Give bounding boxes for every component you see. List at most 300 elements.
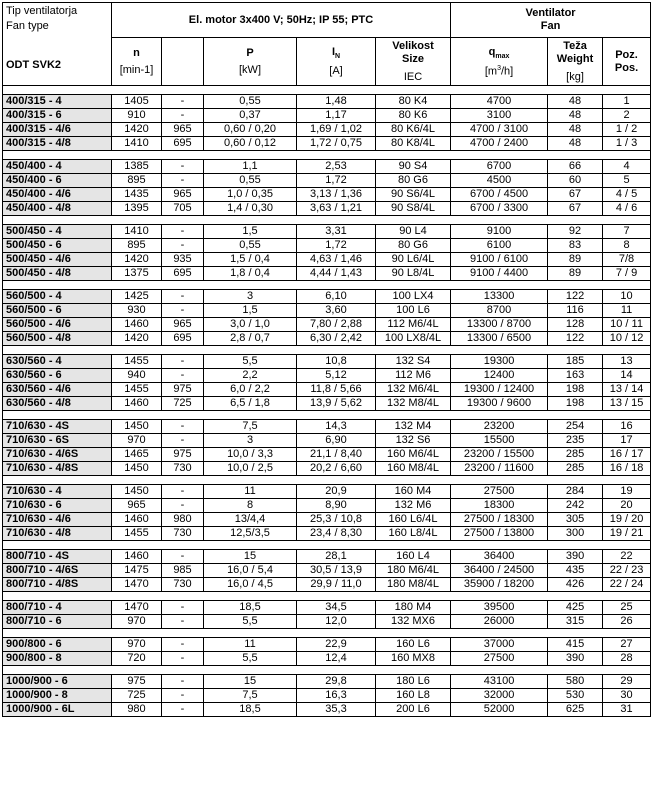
speed2-cell: - <box>162 499 204 513</box>
current-cell: 6,30 / 2,42 <box>297 332 376 346</box>
speed2-cell: 935 <box>162 253 204 267</box>
fan-type-cell: 800/710 - 4/6S <box>3 564 112 578</box>
col-header-weight <box>548 38 603 86</box>
position-cell: 13 <box>603 355 651 369</box>
position-cell: 19 / 20 <box>603 513 651 527</box>
power-cell: 1,5 / 0,4 <box>204 253 297 267</box>
table-row <box>3 239 651 253</box>
position-cell: 16 / 18 <box>603 462 651 476</box>
current-cell: 29,9 / 11,0 <box>297 578 376 592</box>
col-header-qmax <box>451 38 548 86</box>
speed-cell: 970 <box>112 434 162 448</box>
airflow-cell: 32000 <box>451 689 548 703</box>
airflow-cell: 12400 <box>451 369 548 383</box>
position-cell: 27 <box>603 638 651 652</box>
speed-cell: 1460 <box>112 550 162 564</box>
current-cell: 5,12 <box>297 369 376 383</box>
speed2-cell: - <box>162 689 204 703</box>
airflow-cell: 36400 <box>451 550 548 564</box>
weight-cell: 48 <box>548 137 603 151</box>
speed-cell: 980 <box>112 703 162 717</box>
table-row <box>3 615 651 629</box>
size-cell: 160 M6/4L <box>376 448 451 462</box>
size-cell: 80 G6 <box>376 239 451 253</box>
speed-cell: 1460 <box>112 397 162 411</box>
power-cell: 18,5 <box>204 703 297 717</box>
speed2-cell: 695 <box>162 267 204 281</box>
speed-cell: 1465 <box>112 448 162 462</box>
table-row <box>3 397 651 411</box>
weight-cell: 83 <box>548 239 603 253</box>
size-cell: 132 S6 <box>376 434 451 448</box>
table-row <box>3 462 651 476</box>
size-cell: 100 LX4 <box>376 290 451 304</box>
position-cell: 13 / 14 <box>603 383 651 397</box>
table-row <box>3 123 651 137</box>
airflow-cell: 27500 <box>451 485 548 499</box>
fan-type-cell: 710/630 - 4/8 <box>3 527 112 541</box>
weight-cell: 163 <box>548 369 603 383</box>
airflow-cell: 13300 / 8700 <box>451 318 548 332</box>
speed-cell: 1420 <box>112 123 162 137</box>
fan-type-cell: 400/315 - 6 <box>3 109 112 123</box>
speed2-cell: - <box>162 355 204 369</box>
fan-header <box>451 3 651 38</box>
position-cell: 1 <box>603 95 651 109</box>
speed-cell: 1385 <box>112 160 162 174</box>
current-cell: 3,60 <box>297 304 376 318</box>
table-row <box>3 174 651 188</box>
airflow-cell: 13300 <box>451 290 548 304</box>
position-cell: 4 / 5 <box>603 188 651 202</box>
size-cell: 100 L6 <box>376 304 451 318</box>
power-cell: 11 <box>204 485 297 499</box>
current-cell: 3,13 / 1,36 <box>297 188 376 202</box>
fan-type-cell: 560/500 - 6 <box>3 304 112 318</box>
speed2-cell: 965 <box>162 123 204 137</box>
airflow-cell: 13300 / 6500 <box>451 332 548 346</box>
power-cell: 0,55 <box>204 174 297 188</box>
speed-cell: 1450 <box>112 462 162 476</box>
col-in-name: $I_N$ <box>331 45 341 61</box>
weight-cell: 285 <box>548 462 603 476</box>
airflow-cell: 9100 / 4400 <box>451 267 548 281</box>
airflow-cell: 37000 <box>451 638 548 652</box>
power-cell: 1,5 <box>204 304 297 318</box>
fan-type-cell: 560/500 - 4 <box>3 290 112 304</box>
table-row <box>3 527 651 541</box>
separator-cell <box>3 666 651 675</box>
table-row <box>3 202 651 216</box>
weight-cell: 66 <box>548 160 603 174</box>
position-cell: 10 <box>603 290 651 304</box>
speed2-cell: - <box>162 109 204 123</box>
col-p-name: P <box>246 47 254 59</box>
power-cell: 0,55 <box>204 95 297 109</box>
col-header-size <box>376 38 451 86</box>
speed-cell: 1475 <box>112 564 162 578</box>
speed2-cell: 965 <box>162 318 204 332</box>
weight-cell: 185 <box>548 355 603 369</box>
power-cell: 8 <box>204 499 297 513</box>
speed2-cell: 725 <box>162 397 204 411</box>
airflow-cell: 35900 / 18200 <box>451 578 548 592</box>
weight-cell: 530 <box>548 689 603 703</box>
position-cell: 10 / 12 <box>603 332 651 346</box>
airflow-cell: 4700 / 2400 <box>451 137 548 151</box>
speed-cell: 1460 <box>112 318 162 332</box>
current-cell: 14,3 <box>297 420 376 434</box>
fan-type-cell: 500/450 - 4 <box>3 225 112 239</box>
airflow-cell: 6100 <box>451 239 548 253</box>
weight-cell: 415 <box>548 638 603 652</box>
size-cell: 160 MX8 <box>376 652 451 666</box>
series-label: ODT SVK2 <box>6 59 62 71</box>
position-cell: 26 <box>603 615 651 629</box>
fan-type-cell: 800/710 - 4/8S <box>3 578 112 592</box>
separator-cell <box>3 86 651 95</box>
current-cell: 3,31 <box>297 225 376 239</box>
fan-type-cell: 400/315 - 4/8 <box>3 137 112 151</box>
separator-cell <box>3 281 651 290</box>
fan-type-cell: 900/800 - 8 <box>3 652 112 666</box>
current-cell: 1,69 / 1,02 <box>297 123 376 137</box>
fan-type-cell: 710/630 - 4/6 <box>3 513 112 527</box>
power-cell: 2,8 / 0,7 <box>204 332 297 346</box>
position-cell: 16 / 17 <box>603 448 651 462</box>
current-cell: 1,48 <box>297 95 376 109</box>
weight-cell: 67 <box>548 188 603 202</box>
airflow-cell: 6700 / 4500 <box>451 188 548 202</box>
speed-cell: 1435 <box>112 188 162 202</box>
separator-cell <box>3 541 651 550</box>
current-cell: 13,9 / 5,62 <box>297 397 376 411</box>
fan-type-cell: 400/315 - 4 <box>3 95 112 109</box>
group-separator <box>3 151 651 160</box>
size-cell: 90 L8/4L <box>376 267 451 281</box>
size-cell: 112 M6 <box>376 369 451 383</box>
airflow-cell: 4700 <box>451 95 548 109</box>
position-cell: 28 <box>603 652 651 666</box>
current-cell: 7,80 / 2,88 <box>297 318 376 332</box>
weight-cell: 435 <box>548 564 603 578</box>
fan-spec-table <box>2 2 651 717</box>
airflow-cell: 27500 <box>451 652 548 666</box>
group-separator <box>3 86 651 95</box>
table-row <box>3 188 651 202</box>
size-cell: 132 M8/4L <box>376 397 451 411</box>
col-size-unit: IEC <box>403 71 423 83</box>
speed-cell: 1455 <box>112 355 162 369</box>
position-cell: 13 / 15 <box>603 397 651 411</box>
weight-cell: 116 <box>548 304 603 318</box>
position-cell: 25 <box>603 601 651 615</box>
speed2-cell: 985 <box>162 564 204 578</box>
position-cell: 19 / 21 <box>603 527 651 541</box>
current-cell: 3,63 / 1,21 <box>297 202 376 216</box>
speed2-cell: 730 <box>162 527 204 541</box>
table-row <box>3 550 651 564</box>
position-cell: 14 <box>603 369 651 383</box>
group-separator <box>3 629 651 638</box>
speed-cell: 970 <box>112 615 162 629</box>
position-cell: 4 <box>603 160 651 174</box>
position-cell: 19 <box>603 485 651 499</box>
col-header-in <box>297 38 376 86</box>
current-cell: 10,8 <box>297 355 376 369</box>
table-row <box>3 109 651 123</box>
power-cell: 10,0 / 2,5 <box>204 462 297 476</box>
current-cell: 11,8 / 5,66 <box>297 383 376 397</box>
table-row <box>3 434 651 448</box>
current-cell: 34,5 <box>297 601 376 615</box>
speed2-cell: - <box>162 485 204 499</box>
table-row <box>3 225 651 239</box>
size-cell: 132 M4 <box>376 420 451 434</box>
group-separator <box>3 476 651 485</box>
size-cell: 132 M6 <box>376 499 451 513</box>
col-qmax-name: $q_{max}$ <box>488 45 510 60</box>
weight-cell: 425 <box>548 601 603 615</box>
size-cell: 180 L6 <box>376 675 451 689</box>
size-cell: 132 M6/4L <box>376 383 451 397</box>
table-row <box>3 253 651 267</box>
weight-cell: 305 <box>548 513 603 527</box>
current-cell: 4,44 / 1,43 <box>297 267 376 281</box>
table-row <box>3 652 651 666</box>
table-row <box>3 137 651 151</box>
position-cell: 8 <box>603 239 651 253</box>
current-cell: 6,10 <box>297 290 376 304</box>
size-cell: 90 S8/4L <box>376 202 451 216</box>
position-cell: 7 <box>603 225 651 239</box>
speed2-cell: 730 <box>162 578 204 592</box>
airflow-cell: 23200 <box>451 420 548 434</box>
table-row <box>3 485 651 499</box>
airflow-cell: 23200 / 11600 <box>451 462 548 476</box>
airflow-cell: 52000 <box>451 703 548 717</box>
fan-type-cell: 400/315 - 4/6 <box>3 123 112 137</box>
weight-cell: 92 <box>548 225 603 239</box>
speed2-cell: 695 <box>162 332 204 346</box>
fan-type-cell: 630/560 - 4/6 <box>3 383 112 397</box>
table-row <box>3 638 651 652</box>
speed2-cell: - <box>162 290 204 304</box>
fan-type-cell: 710/630 - 4/6S <box>3 448 112 462</box>
current-cell: 35,3 <box>297 703 376 717</box>
power-cell: 1,1 <box>204 160 297 174</box>
power-cell: 5,5 <box>204 615 297 629</box>
fan-type-cell: 630/560 - 6 <box>3 369 112 383</box>
speed-cell: 1455 <box>112 383 162 397</box>
fan-type-cell: 710/630 - 4S <box>3 420 112 434</box>
speed2-cell: - <box>162 601 204 615</box>
weight-cell: 128 <box>548 318 603 332</box>
speed2-cell: 730 <box>162 462 204 476</box>
fan-type-cell: 450/400 - 4 <box>3 160 112 174</box>
current-cell: 16,3 <box>297 689 376 703</box>
position-cell: 22 / 23 <box>603 564 651 578</box>
fan-type-cell: 710/630 - 6S <box>3 434 112 448</box>
current-cell: 6,90 <box>297 434 376 448</box>
airflow-cell: 4500 <box>451 174 548 188</box>
current-cell: 21,1 / 8,40 <box>297 448 376 462</box>
fan-type-cell: 500/450 - 6 <box>3 239 112 253</box>
position-cell: 16 <box>603 420 651 434</box>
position-cell: 20 <box>603 499 651 513</box>
speed2-cell: - <box>162 652 204 666</box>
table-row <box>3 513 651 527</box>
airflow-cell: 6700 <box>451 160 548 174</box>
power-cell: 7,5 <box>204 689 297 703</box>
current-cell: 30,5 / 13,9 <box>297 564 376 578</box>
position-cell: 7 / 9 <box>603 267 651 281</box>
current-cell: 4,63 / 1,46 <box>297 253 376 267</box>
weight-cell: 89 <box>548 253 603 267</box>
current-cell: 12,4 <box>297 652 376 666</box>
motor-header: El. motor 3x400 V; 50Hz; IP 55; PTC <box>112 3 451 38</box>
airflow-cell: 15500 <box>451 434 548 448</box>
power-cell: 15 <box>204 550 297 564</box>
speed2-cell: - <box>162 675 204 689</box>
airflow-cell: 19300 / 9600 <box>451 397 548 411</box>
size-cell: 132 MX6 <box>376 615 451 629</box>
position-cell: 22 <box>603 550 651 564</box>
current-cell: 25,3 / 10,8 <box>297 513 376 527</box>
fan-type-cell: 630/560 - 4/8 <box>3 397 112 411</box>
airflow-cell: 27500 / 18300 <box>451 513 548 527</box>
speed2-cell: - <box>162 615 204 629</box>
size-cell: 132 S4 <box>376 355 451 369</box>
speed2-cell: 965 <box>162 188 204 202</box>
table-row <box>3 267 651 281</box>
speed2-cell: 975 <box>162 383 204 397</box>
col-weight-name: Teža Weight <box>556 40 594 65</box>
current-cell: 20,9 <box>297 485 376 499</box>
col-qmax-unit: $[m^3/h]$ <box>484 64 514 78</box>
position-cell: 7/8 <box>603 253 651 267</box>
speed2-cell: - <box>162 174 204 188</box>
position-cell: 4 / 6 <box>603 202 651 216</box>
separator-cell <box>3 216 651 225</box>
fan-type-cell: 560/500 - 4/6 <box>3 318 112 332</box>
size-cell: 80 K4 <box>376 95 451 109</box>
speed-cell: 1420 <box>112 332 162 346</box>
table-row <box>3 332 651 346</box>
table-row <box>3 689 651 703</box>
speed2-cell: - <box>162 550 204 564</box>
power-cell: 10,0 / 3,3 <box>204 448 297 462</box>
speed2-cell: 695 <box>162 137 204 151</box>
table-row <box>3 601 651 615</box>
fan-type-cell: 710/630 - 6 <box>3 499 112 513</box>
current-cell: 20,2 / 6,60 <box>297 462 376 476</box>
size-cell: 160 L4 <box>376 550 451 564</box>
speed-cell: 910 <box>112 109 162 123</box>
power-cell: 11 <box>204 638 297 652</box>
size-cell: 80 K6/4L <box>376 123 451 137</box>
position-cell: 1 / 2 <box>603 123 651 137</box>
table-row <box>3 499 651 513</box>
power-cell: 1,0 / 0,35 <box>204 188 297 202</box>
col-size-name: Velikost Size <box>392 40 434 65</box>
speed-cell: 970 <box>112 638 162 652</box>
weight-cell: 284 <box>548 485 603 499</box>
speed2-cell: - <box>162 95 204 109</box>
size-cell: 160 M4 <box>376 485 451 499</box>
size-cell: 90 L6/4L <box>376 253 451 267</box>
speed2-cell: - <box>162 434 204 448</box>
airflow-cell: 27500 / 13800 <box>451 527 548 541</box>
weight-cell: 198 <box>548 397 603 411</box>
speed-cell: 1455 <box>112 527 162 541</box>
power-cell: 18,5 <box>204 601 297 615</box>
group-separator <box>3 666 651 675</box>
weight-cell: 67 <box>548 202 603 216</box>
airflow-cell: 19300 / 12400 <box>451 383 548 397</box>
position-cell: 2 <box>603 109 651 123</box>
position-cell: 5 <box>603 174 651 188</box>
weight-cell: 48 <box>548 95 603 109</box>
power-cell: 0,60 / 0,20 <box>204 123 297 137</box>
power-cell: 1,8 / 0,4 <box>204 267 297 281</box>
speed2-cell: - <box>162 420 204 434</box>
col-in-unit: [A] <box>329 65 343 78</box>
current-cell: 2,53 <box>297 160 376 174</box>
position-cell: 31 <box>603 703 651 717</box>
speed2-cell: - <box>162 239 204 253</box>
current-cell: 1,72 / 0,75 <box>297 137 376 151</box>
col-header-pos <box>603 38 651 86</box>
speed-cell: 1395 <box>112 202 162 216</box>
weight-cell: 426 <box>548 578 603 592</box>
airflow-cell: 4700 / 3100 <box>451 123 548 137</box>
power-cell: 3 <box>204 434 297 448</box>
separator-cell <box>3 476 651 485</box>
col-weight-unit: [kg] <box>566 71 584 83</box>
weight-cell: 390 <box>548 652 603 666</box>
speed2-cell: - <box>162 369 204 383</box>
fan-type-cell: 710/630 - 4 <box>3 485 112 499</box>
speed-cell: 1450 <box>112 485 162 499</box>
power-cell: 3,0 / 1,0 <box>204 318 297 332</box>
current-cell: 29,8 <box>297 675 376 689</box>
current-cell: 22,9 <box>297 638 376 652</box>
table-row <box>3 703 651 717</box>
speed-cell: 1410 <box>112 225 162 239</box>
size-cell: 180 M8/4L <box>376 578 451 592</box>
table-row <box>3 578 651 592</box>
size-cell: 90 L4 <box>376 225 451 239</box>
airflow-cell: 8700 <box>451 304 548 318</box>
group-separator <box>3 281 651 290</box>
table-row <box>3 448 651 462</box>
speed-cell: 940 <box>112 369 162 383</box>
fan-type-cell: 450/400 - 4/6 <box>3 188 112 202</box>
separator-cell <box>3 151 651 160</box>
speed2-cell: - <box>162 160 204 174</box>
weight-cell: 122 <box>548 290 603 304</box>
speed-cell: 1470 <box>112 601 162 615</box>
speed-cell: 1375 <box>112 267 162 281</box>
weight-cell: 300 <box>548 527 603 541</box>
weight-cell: 254 <box>548 420 603 434</box>
airflow-cell: 26000 <box>451 615 548 629</box>
table-row <box>3 355 651 369</box>
current-cell: 12,0 <box>297 615 376 629</box>
table-row <box>3 304 651 318</box>
col-header-n <box>112 38 162 86</box>
